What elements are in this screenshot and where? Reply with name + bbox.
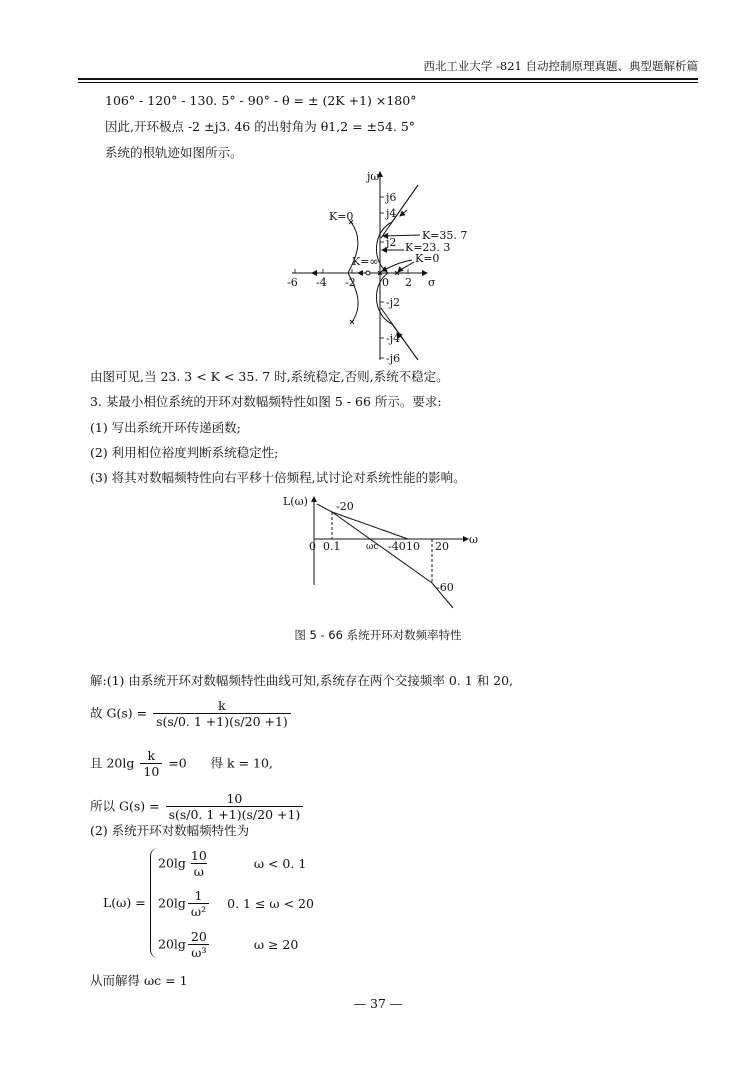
denominator: s(s/0. 1 +1)(s/20 +1) <box>166 806 304 822</box>
gain-equation <box>90 749 273 779</box>
tick-label: j4 <box>386 207 397 220</box>
solution-line: (2) 系统开环对数幅频特性为 <box>90 823 250 838</box>
tick-label: 0 <box>382 276 389 289</box>
tick-label: j2 <box>386 236 397 249</box>
formula-prefix: 所以 G(s) = <box>90 798 160 814</box>
tick-label: 0.1 <box>323 540 341 553</box>
numerator: 10 <box>226 791 243 806</box>
tick-label: 20 <box>435 540 449 553</box>
running-header: 西北工业大学 -821 自动控制原理真题、典型题解析篇 <box>423 59 698 73</box>
transfer-function <box>90 792 305 822</box>
tick-label: 10 <box>406 540 420 553</box>
tick-label: j6 <box>386 191 397 204</box>
denominator: s(s/0. 1 +1)(s/20 +1) <box>153 713 291 729</box>
tick-label: -j2 <box>386 296 401 309</box>
annotation: K=23. 3 <box>405 241 451 254</box>
tick-label: -j4 <box>386 332 401 345</box>
asymptote-line <box>332 512 453 608</box>
case-row: 20lg $\frac{10}{\omega}$ ω < 0. 1 <box>158 848 307 879</box>
case-row: 20lg $\frac{1}{\text{ω²}}$ 0. 1 ≤ ω < 20 <box>158 888 314 919</box>
angle-equation: 106° - 120° - 130. 5° - 90° - θ = ± (2K +1) ×180° <box>105 93 417 108</box>
formula-prefix: 且 20lg <box>90 755 135 771</box>
L-label: L(ω) <box>283 495 308 508</box>
numerator: k <box>147 748 156 763</box>
slope-label: -40 <box>388 540 406 553</box>
question-line: 3. 某最小相位系统的开环对数幅频特性如图 5 - 66 所示。要求: <box>90 394 442 409</box>
tick-label: -j6 <box>386 352 401 365</box>
omega-label: ω <box>469 533 478 546</box>
tick-label: -2 <box>345 276 356 289</box>
jw-label: jω <box>367 170 380 183</box>
piecewise-lhs: L(ω) = <box>103 895 146 910</box>
slope-label: -60 <box>436 581 454 594</box>
tick-label: ωc <box>366 542 379 552</box>
text-line: 由图可见,当 23. 3 < K < 35. 7 时,系统稳定,否则,系统不稳定。 <box>90 369 449 384</box>
text-line: 系统的根轨迹如图所示。 <box>105 145 243 160</box>
question-item: (3) 将其对数幅频特性向右平移十倍频程,试讨论对系统性能的影响。 <box>90 470 466 485</box>
tick-label: 2 <box>405 276 412 289</box>
zero-marker <box>366 271 370 275</box>
annotation: K=0 <box>329 210 354 223</box>
tick-label: -4 <box>316 276 327 289</box>
case-row: 20lg $\frac{20}{\text{ω³}}$ ω ≥ 20 <box>158 929 299 960</box>
sigma-label: σ <box>428 276 436 289</box>
denominator: 10 <box>140 763 162 779</box>
tick-label: 0 <box>309 540 316 553</box>
formula-prefix: 故 G(s) = <box>90 705 148 721</box>
annotation: K=0 <box>415 252 440 265</box>
figure-caption: 图 5 - 66 系统开环对数频率特性 <box>294 628 462 642</box>
annotation: K=∞ <box>352 255 379 268</box>
numerator: k <box>218 698 226 713</box>
annotation: K=35. 7 <box>422 229 468 242</box>
text-line: 因此,开环极点 -2 ±j3. 46 的出射角为 θ1,2 = ±54. 5° <box>105 119 416 134</box>
tick-label: -6 <box>287 276 298 289</box>
formula-suffix: =0 得 k = 10, <box>168 755 273 771</box>
solution-line: 解:(1) 由系统开环对数幅频特性曲线可知,系统存在两个交接频率 0. 1 和 20, <box>90 673 514 688</box>
transfer-function <box>90 699 293 729</box>
question-item: (2) 利用相位裕度判断系统稳定性; <box>90 445 279 460</box>
page-number: — 37 — <box>353 996 403 1011</box>
result-line: 从而解得 ωc = 1 <box>90 973 188 988</box>
slope-label: -20 <box>336 500 354 513</box>
question-item: (1) 写出系统开环传递函数; <box>90 420 241 435</box>
